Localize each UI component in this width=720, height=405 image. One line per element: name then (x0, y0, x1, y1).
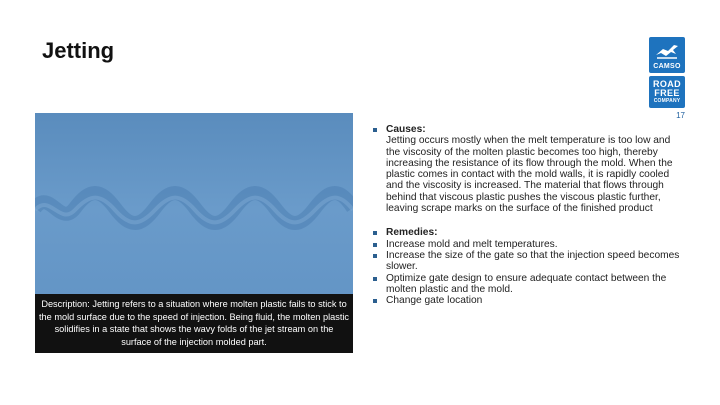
page-number: 17 (676, 111, 685, 120)
remedy-item-4: Change gate location (372, 295, 682, 306)
jet-stream-wave-pattern (35, 168, 353, 248)
camso-logo-text: CAMSO (653, 63, 681, 70)
remedies-heading: Remedies: (386, 227, 438, 239)
rfc-logo-line2: FREE (654, 88, 680, 98)
causes-remedies-list (372, 124, 682, 306)
remedy-item-3: Optimize gate design to ensure adequate contact between the molten plastic and the mold. (372, 273, 682, 296)
remedy-item-1: Increase mold and melt temperatures. (372, 239, 682, 250)
road-free-company-logo (649, 76, 685, 108)
camso-runner-icon (654, 41, 680, 61)
rfc-logo-line3: COMPANY (653, 98, 681, 104)
camso-logo (649, 37, 685, 73)
rfc-logo-line1: ROAD (652, 79, 682, 89)
slide-title: Jetting (42, 38, 115, 63)
causes-text: Jetting occurs mostly when the melt temperature is too low and the viscosity of the molten plastic becomes too high, thereby increasing the resistance of its flow through the mold. When the plastic comes in contact with the mold walls, it is rapidly cooled and the viscosity is increased. The material that flows through behind that viscous plastic pushes the viscous plastic further, leaving scrape marks on the surface of the finished product (386, 135, 673, 215)
remedy-item-2: Increase the size of the gate so that the injection speed becomes slower. (372, 250, 682, 273)
image-caption: Description: Jetting refers to a situation where molten plastic fails to stick to the mold surface due to the speed of injection. Being fluid, the molten plastic solidifies in a state that shows the wavy folds of the jet stream on the surface of the injection molded part. (35, 294, 353, 353)
list-spacer (372, 214, 682, 227)
causes-heading: Causes: (386, 124, 426, 135)
causes-item (372, 124, 682, 214)
remedies-item (372, 227, 682, 238)
